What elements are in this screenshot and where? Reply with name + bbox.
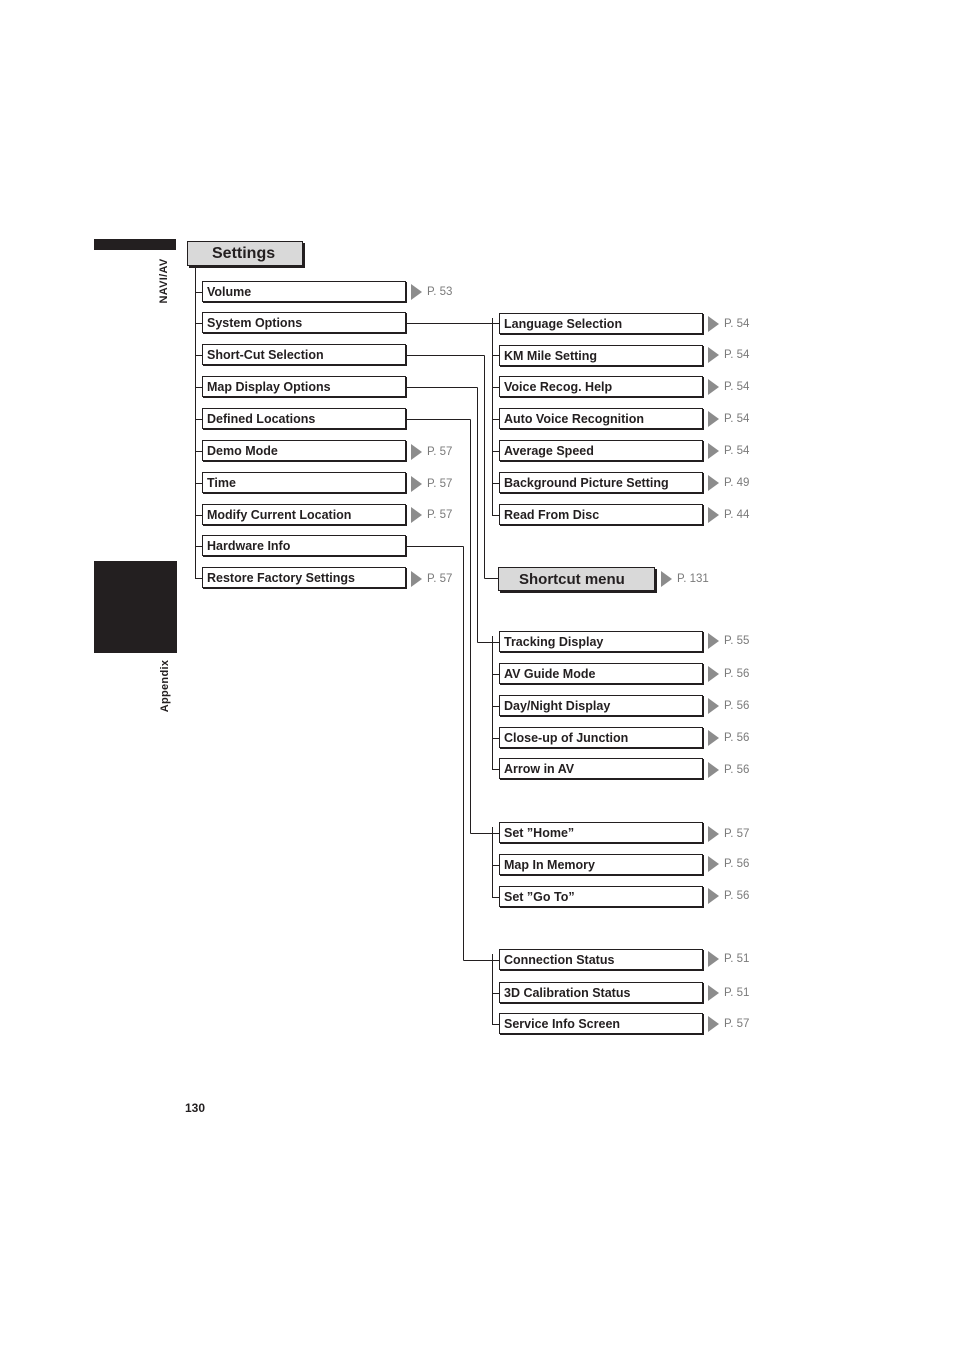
page-ref-close-up-of-junction: P. 56 bbox=[708, 730, 749, 746]
arrow-right-icon bbox=[708, 633, 719, 649]
arrow-right-icon bbox=[661, 571, 672, 587]
page-ref-tracking-display: P. 55 bbox=[708, 633, 749, 649]
arrow-right-icon bbox=[411, 507, 422, 523]
shortcut-menu-title: Shortcut menu bbox=[519, 570, 625, 588]
arrow-right-icon bbox=[411, 444, 422, 460]
menu-item-close-up-of-junction[interactable]: Close-up of Junction bbox=[499, 727, 703, 748]
arrow-right-icon bbox=[708, 762, 719, 778]
page-ref-language-selection: P. 54 bbox=[708, 316, 749, 332]
menu-item-hardware-info[interactable]: Hardware Info bbox=[202, 535, 406, 556]
page-ref-read-from-disc: P. 44 bbox=[708, 507, 749, 523]
menu-item-read-from-disc[interactable]: Read From Disc bbox=[499, 504, 703, 525]
menu-item-tracking-display[interactable]: Tracking Display bbox=[499, 631, 703, 652]
settings-header bbox=[187, 241, 303, 266]
menu-item-service-info-screen[interactable]: Service Info Screen bbox=[499, 1013, 703, 1034]
page-ref-3d-calibration-status: P. 51 bbox=[708, 985, 749, 1001]
arrow-right-icon bbox=[708, 985, 719, 1001]
page-ref-modify-current-location: P. 57 bbox=[411, 507, 452, 523]
page-ref-demo-mode: P. 57 bbox=[411, 444, 452, 460]
page-ref-service-info-screen: P. 57 bbox=[708, 1016, 749, 1032]
arrow-right-icon bbox=[708, 666, 719, 682]
menu-item-day-night-display[interactable]: Day/Night Display bbox=[499, 695, 703, 716]
arrow-right-icon bbox=[708, 951, 719, 967]
page-ref-auto-voice-recognition: P. 54 bbox=[708, 411, 749, 427]
page-number: 130 bbox=[185, 1101, 206, 1115]
arrow-right-icon bbox=[411, 571, 422, 587]
arrow-right-icon bbox=[708, 347, 719, 363]
menu-item-map-display-options[interactable]: Map Display Options bbox=[202, 376, 406, 397]
page-ref-connection-status: P. 51 bbox=[708, 951, 749, 967]
menu-item-restore-factory-settings[interactable]: Restore Factory Settings bbox=[202, 567, 406, 588]
menu-item-modify-current-location[interactable]: Modify Current Location bbox=[202, 504, 406, 525]
shortcut-menu-header[interactable] bbox=[498, 567, 655, 591]
page-ref-volume: P. 53 bbox=[411, 284, 452, 300]
menu-item-system-options[interactable]: System Options bbox=[202, 312, 406, 333]
page-ref-voice-recog-help: P. 54 bbox=[708, 379, 749, 395]
page-ref-average-speed: P. 54 bbox=[708, 443, 749, 459]
page-ref-restore-factory-settings: P. 57 bbox=[411, 571, 452, 587]
menu-item-short-cut-selection[interactable]: Short-Cut Selection bbox=[202, 344, 406, 365]
menu-item-time[interactable]: Time bbox=[202, 472, 406, 493]
menu-item-auto-voice-recognition[interactable]: Auto Voice Recognition bbox=[499, 408, 703, 429]
menu-item-connection-status[interactable]: Connection Status bbox=[499, 949, 703, 970]
menu-item-defined-locations[interactable]: Defined Locations bbox=[202, 408, 406, 429]
arrow-right-icon bbox=[411, 284, 422, 300]
page-ref-shortcut-menu: P. 131 bbox=[661, 571, 709, 587]
menu-item-set-go-to[interactable]: Set ”Go To” bbox=[499, 886, 703, 907]
arrow-right-icon bbox=[708, 698, 719, 714]
settings-title: Settings bbox=[212, 244, 276, 262]
arrow-right-icon bbox=[708, 826, 719, 842]
arrow-right-icon bbox=[708, 443, 719, 459]
menu-item-average-speed[interactable]: Average Speed bbox=[499, 440, 703, 461]
menu-item-set-home[interactable]: Set ”Home” bbox=[499, 822, 703, 843]
menu-item-language-selection[interactable]: Language Selection bbox=[499, 313, 703, 334]
arrow-right-icon bbox=[708, 888, 719, 904]
arrow-right-icon bbox=[708, 411, 719, 427]
arrow-right-icon bbox=[411, 476, 422, 492]
menu-item-map-in-memory[interactable]: Map In Memory bbox=[499, 854, 703, 875]
arrow-right-icon bbox=[708, 379, 719, 395]
menu-item-volume[interactable]: Volume bbox=[202, 281, 406, 302]
menu-item-3d-calibration-status[interactable]: 3D Calibration Status bbox=[499, 982, 703, 1003]
section-label: NAVI/AV bbox=[158, 258, 170, 304]
menu-item-av-guide-mode[interactable]: AV Guide Mode bbox=[499, 663, 703, 684]
page-ref-map-in-memory: P. 56 bbox=[708, 856, 749, 872]
arrow-right-icon bbox=[708, 316, 719, 332]
menu-item-background-picture-setting[interactable]: Background Picture Setting bbox=[499, 472, 703, 493]
menu-item-arrow-in-av[interactable]: Arrow in AV bbox=[499, 758, 703, 779]
page-ref-set-home: P. 57 bbox=[708, 826, 749, 842]
menu-item-voice-recog-help[interactable]: Voice Recog. Help bbox=[499, 376, 703, 397]
page-ref-km-mile-setting: P. 54 bbox=[708, 347, 749, 363]
arrow-right-icon bbox=[708, 475, 719, 491]
page-ref-day-night-display: P. 56 bbox=[708, 698, 749, 714]
appendix-label: Appendix bbox=[159, 659, 171, 713]
page-ref-set-go-to: P. 56 bbox=[708, 888, 749, 904]
arrow-right-icon bbox=[708, 856, 719, 872]
menu-item-km-mile-setting[interactable]: KM Mile Setting bbox=[499, 345, 703, 366]
page-ref-arrow-in-av: P. 56 bbox=[708, 762, 749, 778]
page-ref-time: P. 57 bbox=[411, 476, 452, 492]
menu-item-demo-mode[interactable]: Demo Mode bbox=[202, 440, 406, 461]
arrow-right-icon bbox=[708, 507, 719, 523]
page-ref-background-picture-setting: P. 49 bbox=[708, 475, 749, 491]
arrow-right-icon bbox=[708, 1016, 719, 1032]
arrow-right-icon bbox=[708, 730, 719, 746]
page-ref-av-guide-mode: P. 56 bbox=[708, 666, 749, 682]
